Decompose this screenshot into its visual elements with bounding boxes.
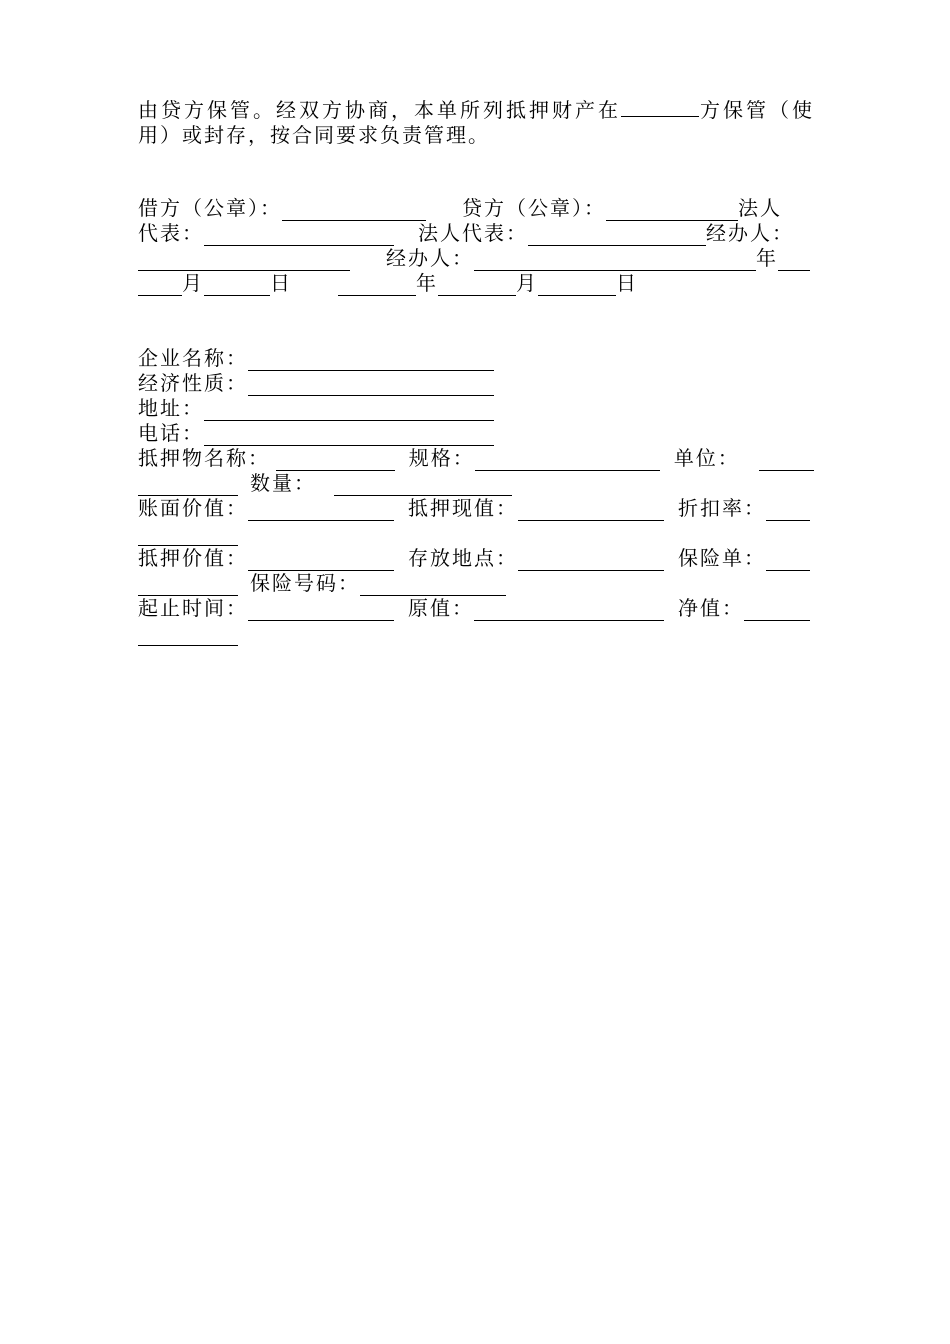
signature-section <box>138 196 814 296</box>
net-value-blank-cont[interactable] <box>138 627 238 646</box>
insurance-policy-blank[interactable] <box>766 552 810 571</box>
borrower-seal-blank[interactable] <box>282 202 426 221</box>
book-value-label: 账面价值： <box>138 496 248 520</box>
lender-legal-rep-blank[interactable] <box>528 227 706 246</box>
insurance-number-blank[interactable] <box>360 577 506 596</box>
lender-legal-rep-label: 法人代表： <box>418 221 528 245</box>
lender-seal-blank[interactable] <box>606 202 738 221</box>
storage-location-label: 存放地点： <box>408 546 518 570</box>
collateral-row-5 <box>138 546 814 571</box>
borrower-day-label: 日 <box>270 271 292 295</box>
collateral-row-6 <box>138 571 814 596</box>
borrower-handler-blank[interactable] <box>138 252 350 271</box>
borrower-legal-rep-label-start: 法人 <box>738 196 782 220</box>
insurance-policy-blank-cont[interactable] <box>138 577 238 596</box>
lender-seal-label: 贷方（公章）： <box>462 196 606 220</box>
original-value-label: 原值： <box>408 596 474 620</box>
borrower-legal-rep-blank[interactable] <box>204 227 394 246</box>
net-value-label: 净值： <box>678 596 744 620</box>
address-blank[interactable] <box>204 402 494 421</box>
economic-nature-label: 经济性质： <box>138 371 248 395</box>
borrower-legal-rep-label-end: 代表： <box>138 221 204 245</box>
enterprise-name-label: 企业名称： <box>138 346 248 370</box>
economic-nature-blank[interactable] <box>248 377 494 396</box>
spec-blank[interactable] <box>475 452 660 471</box>
borrower-month-label: 月 <box>182 271 204 295</box>
signature-row-4 <box>138 271 814 296</box>
item-name-label: 抵押物名称： <box>138 446 270 470</box>
custody-paragraph <box>138 98 814 148</box>
custody-party-blank[interactable] <box>621 98 699 117</box>
collateral-row-1 <box>138 446 814 471</box>
mortgage-value-label: 抵押价值： <box>138 546 248 570</box>
lender-month-blank[interactable] <box>438 277 516 296</box>
current-value-label: 抵押现值： <box>408 496 518 520</box>
lender-day-label: 日 <box>616 271 638 295</box>
borrower-month-blank[interactable] <box>204 277 270 296</box>
discount-rate-blank[interactable] <box>766 502 810 521</box>
lender-handler-label: 经办人： <box>386 246 474 270</box>
item-name-blank[interactable] <box>276 452 395 471</box>
collateral-row-4 <box>138 521 814 546</box>
borrower-handler-label: 经办人： <box>706 221 794 245</box>
collateral-row-3 <box>138 496 814 521</box>
spec-label: 规格： <box>408 446 475 470</box>
storage-location-blank[interactable] <box>518 552 664 571</box>
discount-rate-label: 折扣率： <box>678 496 766 520</box>
net-value-blank[interactable] <box>744 602 810 621</box>
signature-row-1 <box>138 196 814 221</box>
quantity-label: 数量： <box>250 471 316 495</box>
borrower-year-blank[interactable] <box>778 252 810 271</box>
unit-label: 单位： <box>673 446 740 470</box>
discount-rate-blank-cont[interactable] <box>138 527 238 546</box>
collateral-row-8 <box>138 621 814 646</box>
period-blank[interactable] <box>248 602 394 621</box>
quantity-blank[interactable] <box>334 477 512 496</box>
lender-year-label: 年 <box>416 271 438 295</box>
lender-day-blank[interactable] <box>538 277 616 296</box>
lender-year-blank[interactable] <box>338 277 416 296</box>
insurance-policy-label: 保险单： <box>678 546 766 570</box>
address-label: 地址： <box>138 396 204 420</box>
economic-nature-row <box>138 371 814 396</box>
signature-row-3 <box>138 246 814 271</box>
period-label: 起止时间： <box>138 596 248 620</box>
phone-blank[interactable] <box>204 427 494 446</box>
insurance-number-label: 保险号码： <box>250 571 360 595</box>
borrower-seal-label: 借方（公章）： <box>138 196 282 220</box>
lender-handler-blank[interactable] <box>474 252 756 271</box>
document-body <box>138 98 814 646</box>
enterprise-section <box>138 346 814 646</box>
collateral-row-7 <box>138 596 814 621</box>
lender-month-label: 月 <box>516 271 538 295</box>
phone-label: 电话： <box>138 421 204 445</box>
signature-row-2 <box>138 221 814 246</box>
custody-text-part2: 方保管（使用）或封存，按合同要求负责管理。 <box>138 98 814 147</box>
borrower-year-blank-cont[interactable] <box>138 277 182 296</box>
original-value-blank[interactable] <box>474 602 664 621</box>
collateral-row-2 <box>138 471 814 496</box>
enterprise-name-row <box>138 346 814 371</box>
unit-blank-cont[interactable] <box>138 477 238 496</box>
phone-row <box>138 421 814 446</box>
enterprise-name-blank[interactable] <box>248 352 494 371</box>
address-row <box>138 396 814 421</box>
book-value-blank[interactable] <box>248 502 394 521</box>
mortgage-value-blank[interactable] <box>248 552 394 571</box>
custody-text-part1: 由贷方保管。经双方协商，本单所列抵押财产在 <box>138 98 621 122</box>
unit-blank[interactable] <box>759 452 814 471</box>
borrower-year-label: 年 <box>756 246 778 270</box>
current-value-blank[interactable] <box>518 502 664 521</box>
